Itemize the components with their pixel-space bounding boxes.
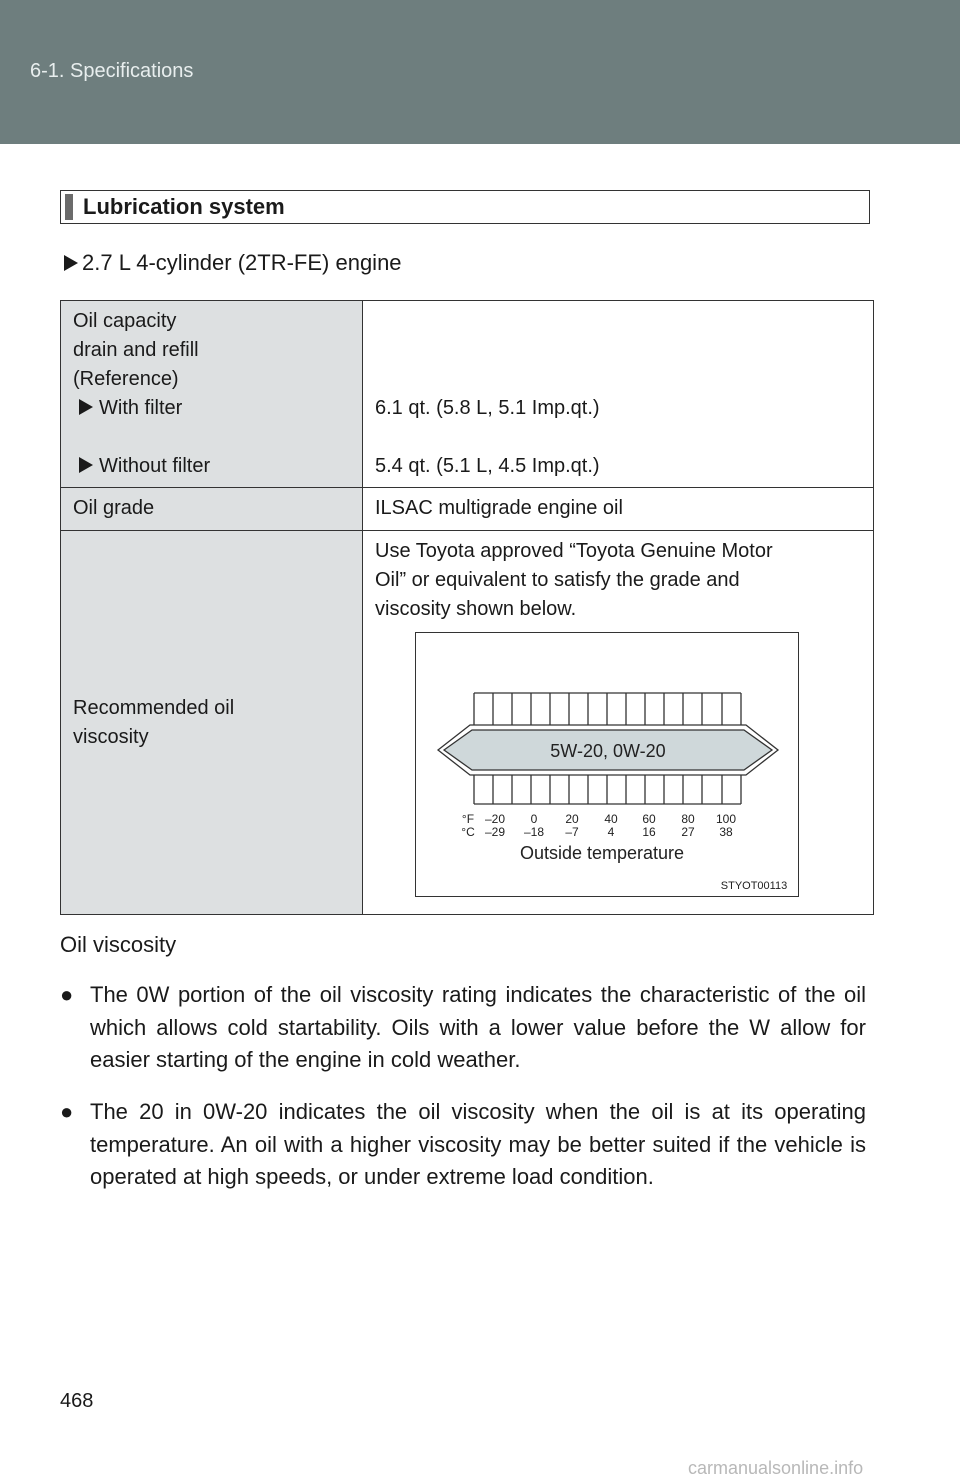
bullet-paragraph: [60, 1096, 866, 1194]
celsius-tick-label: 38: [719, 825, 733, 839]
triangle-bullet-icon: [79, 399, 93, 415]
oil-capacity-value-cell: [363, 301, 874, 488]
bullet-text: The 20 in 0W-20 indicates the oil viscosity when the oil is at its operating temperature. An oil with a higher viscosity may be better suited if the vehicle is operated at high speeds, or under extreme load condition.: [90, 1099, 866, 1189]
celsius-tick-label: –29: [484, 825, 506, 839]
table-row: [61, 531, 874, 915]
oil-grade-value: ILSAC multigrade engine oil: [375, 497, 623, 519]
oil-grade-label-cell: [61, 488, 363, 531]
viscosity-value-cell: [363, 531, 874, 915]
bullet-dot-icon: ●: [60, 982, 74, 1007]
bullet-dot-icon: ●: [60, 1099, 74, 1124]
celsius-tick-label: 27: [681, 825, 695, 839]
figure-code: STYOT00113: [720, 880, 788, 892]
table-row: [61, 301, 874, 488]
watermark: carmanualsonline.info: [688, 1458, 864, 1478]
celsius-unit: °C: [461, 825, 475, 839]
without-filter-row: [73, 452, 350, 481]
viscosity-text-line: viscosity shown below.: [375, 598, 577, 620]
section-reference: 6-1. Specifications: [30, 60, 194, 82]
celsius-tick-label: –7: [565, 825, 579, 839]
fahrenheit-tick-label: 80: [681, 812, 695, 826]
engine-label: 2.7 L 4-cylinder (2TR-FE) engine: [82, 250, 402, 275]
oil-grade-value-cell: [363, 488, 874, 531]
body-heading: Oil viscosity: [60, 932, 177, 957]
with-filter-row: [73, 394, 350, 423]
oil-capacity-label-line: (Reference): [73, 368, 179, 390]
oil-capacity-label-cell: [61, 301, 363, 488]
fahrenheit-tick-label: 0: [530, 812, 538, 826]
section-heading-box: [60, 190, 870, 224]
viscosity-figure: [415, 632, 799, 897]
viscosity-label-line: viscosity: [73, 725, 149, 748]
heading-accent-bar: [65, 194, 73, 220]
with-filter-label: With filter: [99, 397, 183, 419]
viscosity-grade-label: 5W-20, 0W-20: [550, 741, 666, 761]
viscosity-label-line: Recommended oil: [73, 696, 235, 719]
engine-label-line: [64, 250, 402, 276]
page-number: 468: [60, 1390, 94, 1412]
spec-table: [60, 300, 874, 915]
oil-grade-label: Oil grade: [73, 497, 155, 519]
triangle-bullet-icon: [79, 457, 93, 473]
bullet-paragraph: [60, 979, 866, 1077]
oil-capacity-label-line: drain and refill: [73, 339, 199, 361]
oil-capacity-label-line: Oil capacity: [73, 310, 177, 332]
celsius-tick-label: 4: [607, 825, 615, 839]
fahrenheit-tick-label: –20: [484, 812, 506, 826]
fahrenheit-tick-label: 20: [565, 812, 579, 826]
viscosity-label-cell: [61, 531, 363, 915]
celsius-tick-label: –18: [523, 825, 545, 839]
fahrenheit-tick-label: 100: [715, 812, 737, 826]
viscosity-diagram: [416, 633, 798, 896]
temperature-caption: Outside temperature: [519, 843, 685, 863]
with-filter-value: 6.1 qt. (5.8 L, 5.1 Imp.qt.): [375, 397, 600, 419]
without-filter-value: 5.4 qt. (5.1 L, 4.5 Imp.qt.): [375, 455, 600, 477]
celsius-tick-label: 16: [642, 825, 656, 839]
triangle-bullet-icon: [64, 255, 78, 271]
viscosity-text-line: Oil” or equivalent to satisfy the grade and: [375, 569, 740, 591]
table-row: [61, 488, 874, 531]
section-title: Lubrication system: [83, 194, 285, 219]
fahrenheit-unit: °F: [461, 812, 475, 826]
fahrenheit-tick-label: 40: [604, 812, 618, 826]
bullet-text: The 0W portion of the oil viscosity rating indicates the characteristic of the oil which allows cold startability. Oils with a lower value before the W allow for easier starting of the engine in cold weather.: [90, 982, 866, 1072]
fahrenheit-tick-label: 60: [642, 812, 656, 826]
without-filter-label: Without filter: [99, 455, 211, 477]
viscosity-text-line: Use Toyota approved “Toyota Genuine Motor: [375, 540, 773, 562]
